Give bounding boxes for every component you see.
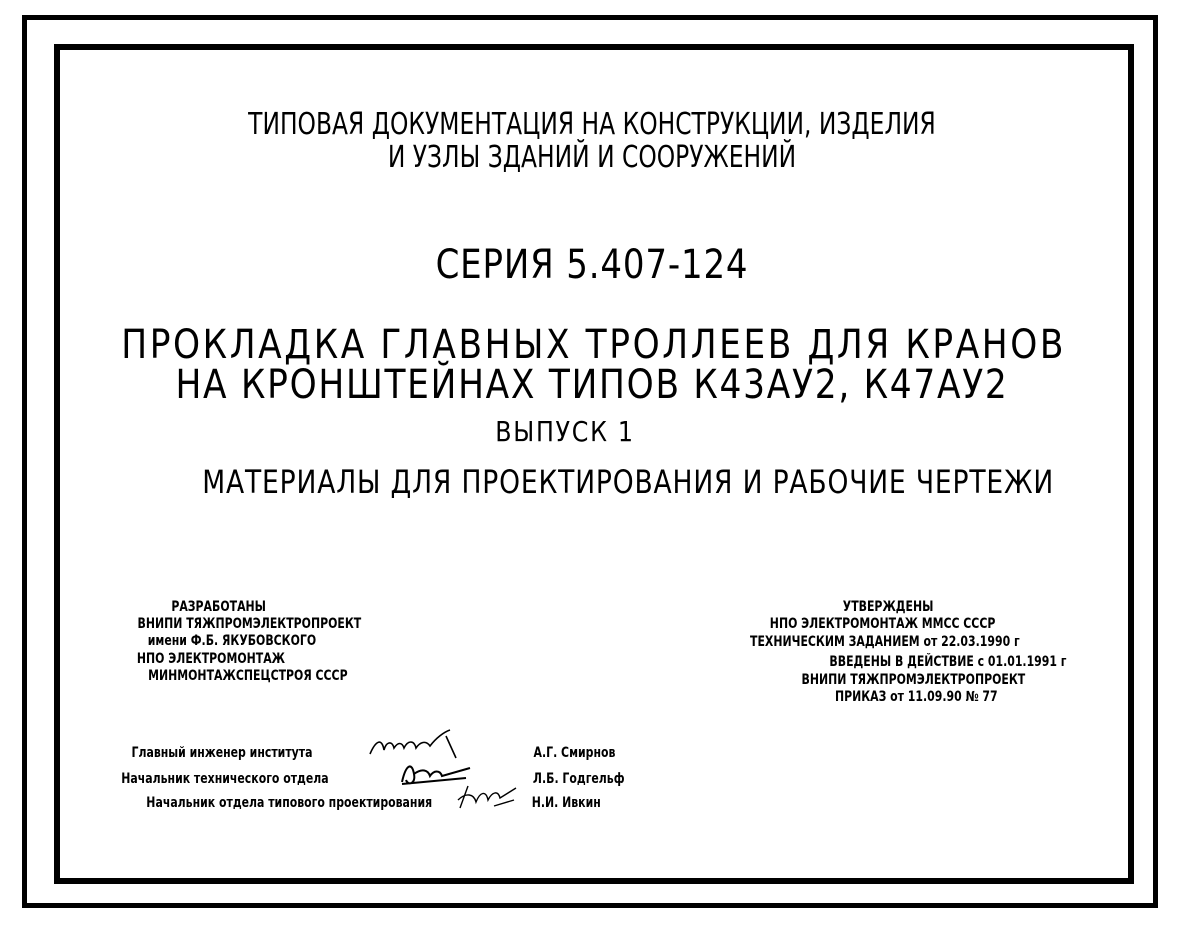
materials-subtitle: МАТЕРИАЛЫ ДЛЯ ПРОЕКТИРОВАНИЯ И РАБОЧИЕ ЧЕРТЕЖИ xyxy=(202,463,1055,501)
signature-role-2: Начальник технического отдела xyxy=(121,771,329,787)
developed-line-1: ВНИПИ ТЯЖПРОМЭЛЕКТРОПРОЕКТ xyxy=(137,616,362,632)
approved-line-3: ВВЕДЕНЫ В ДЕЙСТВИЕ с 01.01.1991 г xyxy=(829,654,1067,670)
developed-line-2: имени Ф.Б. ЯКУБОВСКОГО xyxy=(147,633,317,649)
developed-line-3: НПО ЭЛЕКТРОМОНТАЖ xyxy=(136,651,286,667)
approved-line-5: ПРИКАЗ от 11.09.90 № 77 xyxy=(834,689,998,705)
handwritten-signature-3 xyxy=(454,780,524,814)
approved-line-4: ВНИПИ ТЯЖПРОМЭЛЕКТРОПРОЕКТ xyxy=(801,672,1026,688)
signature-name-1: А.Г. Смирнов xyxy=(533,745,616,761)
signature-name-3: Н.И. Ивкин xyxy=(531,795,601,811)
series-number: СЕРИЯ 5.407-124 xyxy=(435,242,749,288)
signature-role-1: Главный инженер института xyxy=(131,745,313,761)
header-line-2: И УЗЛЫ ЗДАНИЙ И СООРУЖЕНИЙ xyxy=(387,140,797,175)
header-line-1: ТИПОВАЯ ДОКУМЕНТАЦИЯ НА КОНСТРУКЦИИ, ИЗДЕЛИЯ xyxy=(248,107,936,142)
title-line-1: ПРОКЛАДКА ГЛАВНЫХ ТРОЛЛЕЕВ ДЛЯ КРАНОВ xyxy=(121,322,1067,368)
approved-line-1: НПО ЭЛЕКТРОМОНТАЖ ММСС СССР xyxy=(769,616,996,632)
title-line-2: НА КРОНШТЕЙНАХ ТИПОВ К43АУ2, К47АУ2 xyxy=(175,362,1009,408)
signature-name-2: Л.Б. Годгельф xyxy=(532,771,625,787)
developed-line-4: МИНМОНТАЖСПЕЦСТРОЯ СССР xyxy=(148,668,348,684)
developed-heading: РАЗРАБОТАНЫ xyxy=(171,599,266,615)
approved-line-2: ТЕХНИЧЕСКИМ ЗАДАНИЕМ от 22.03.1990 г xyxy=(750,634,1020,650)
approved-heading: УТВЕРЖДЕНЫ xyxy=(842,599,934,615)
issue-number: ВЫПУСК 1 xyxy=(495,415,635,448)
signature-role-3: Начальник отдела типового проектирования xyxy=(146,795,433,811)
